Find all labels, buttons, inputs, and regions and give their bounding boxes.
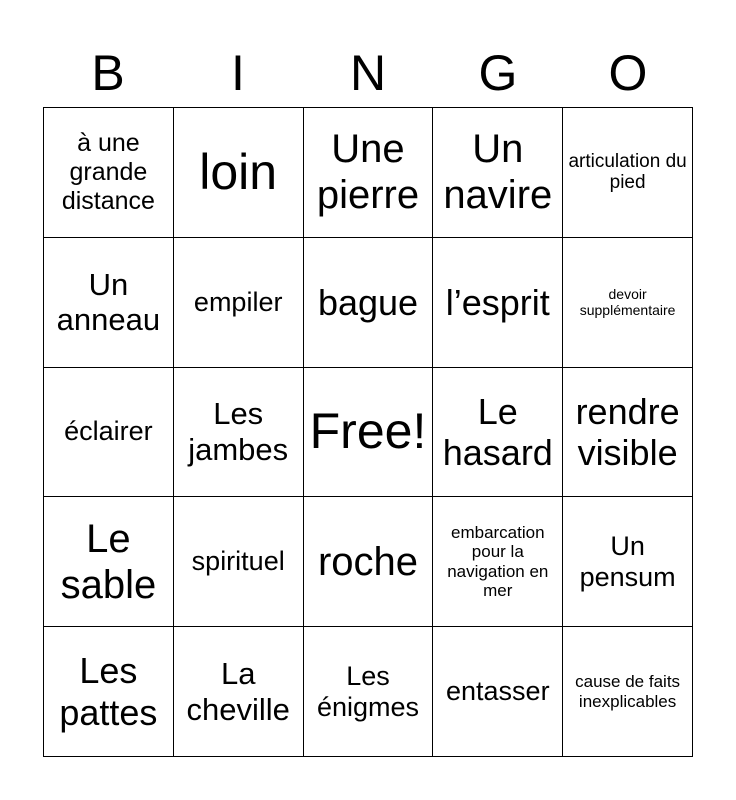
cell-text: entasser — [446, 676, 550, 707]
header-letter-o: O — [608, 45, 648, 101]
bingo-cell-r4-c3[interactable] — [304, 497, 434, 627]
bingo-cell-r4-c5[interactable] — [563, 497, 693, 627]
cell-text: l’esprit — [445, 281, 550, 323]
bingo-cell-r4-c1[interactable] — [44, 497, 174, 627]
cell-text: à une grande distance — [61, 129, 155, 215]
cell-text: roche — [317, 539, 419, 584]
bingo-cell-r1-c2[interactable] — [174, 108, 304, 238]
header-letter-n: N — [349, 45, 387, 101]
cell-text: Un pensum — [579, 530, 676, 592]
cell-text: cause de faits inexplicables — [575, 672, 681, 711]
cell-text: Les pattes — [59, 650, 158, 733]
bingo-board — [43, 107, 693, 757]
cell-text: Les énigmes — [316, 660, 420, 722]
free-space: Free! — [309, 403, 427, 460]
cell-text: empiler — [193, 286, 283, 317]
bingo-cell-r1-c4[interactable] — [433, 108, 563, 238]
cell-text: Le hasard — [442, 390, 553, 473]
header-letter-g: G — [478, 45, 518, 101]
bingo-cell-r2-c4[interactable] — [433, 238, 563, 368]
bingo-cell-r5-c4[interactable] — [433, 627, 563, 757]
cell-text: Un navire — [443, 127, 553, 218]
cell-text: rendre visible — [575, 390, 680, 473]
bingo-cell-r4-c4[interactable] — [433, 497, 563, 627]
bingo-cell-r2-c5[interactable] — [563, 238, 693, 368]
header-letter-i: I — [231, 45, 245, 101]
bingo-cell-r5-c5[interactable] — [563, 627, 693, 757]
bingo-header — [43, 40, 693, 106]
cell-text: bague — [317, 281, 419, 323]
cell-text: La cheville — [186, 655, 290, 727]
cell-text: embarcation pour la navigation en mer — [447, 522, 549, 601]
bingo-cell-r5-c2[interactable] — [174, 627, 304, 757]
cell-text: spirituel — [191, 546, 285, 577]
cell-text: devoir supplémentaire — [579, 286, 676, 319]
bingo-cell-r3-c3[interactable] — [304, 368, 434, 498]
cell-text: Une pierre — [316, 127, 420, 218]
bingo-cell-r3-c5[interactable] — [563, 368, 693, 498]
bingo-cell-r3-c1[interactable] — [44, 368, 174, 498]
bingo-cell-r5-c3[interactable] — [304, 627, 434, 757]
cell-text: Le sable — [60, 516, 157, 607]
bingo-cell-r5-c1[interactable] — [44, 627, 174, 757]
bingo-cell-r2-c3[interactable] — [304, 238, 434, 368]
bingo-cell-r2-c2[interactable] — [174, 238, 304, 368]
bingo-cell-r1-c1[interactable] — [44, 108, 174, 238]
cell-text: éclairer — [64, 416, 153, 447]
bingo-cell-r1-c3[interactable] — [304, 108, 434, 238]
cell-text: Un anneau — [56, 266, 161, 338]
bingo-cell-r4-c2[interactable] — [174, 497, 304, 627]
bingo-cell-r1-c5[interactable] — [563, 108, 693, 238]
cell-text: Les jambes — [188, 396, 289, 467]
bingo-cell-r2-c1[interactable] — [44, 238, 174, 368]
bingo-cell-r3-c4[interactable] — [433, 368, 563, 498]
header-letter-b: B — [91, 45, 125, 101]
bingo-cell-r3-c2[interactable] — [174, 368, 304, 498]
cell-text: loin — [199, 143, 278, 200]
cell-text: articulation du pied — [568, 150, 687, 194]
